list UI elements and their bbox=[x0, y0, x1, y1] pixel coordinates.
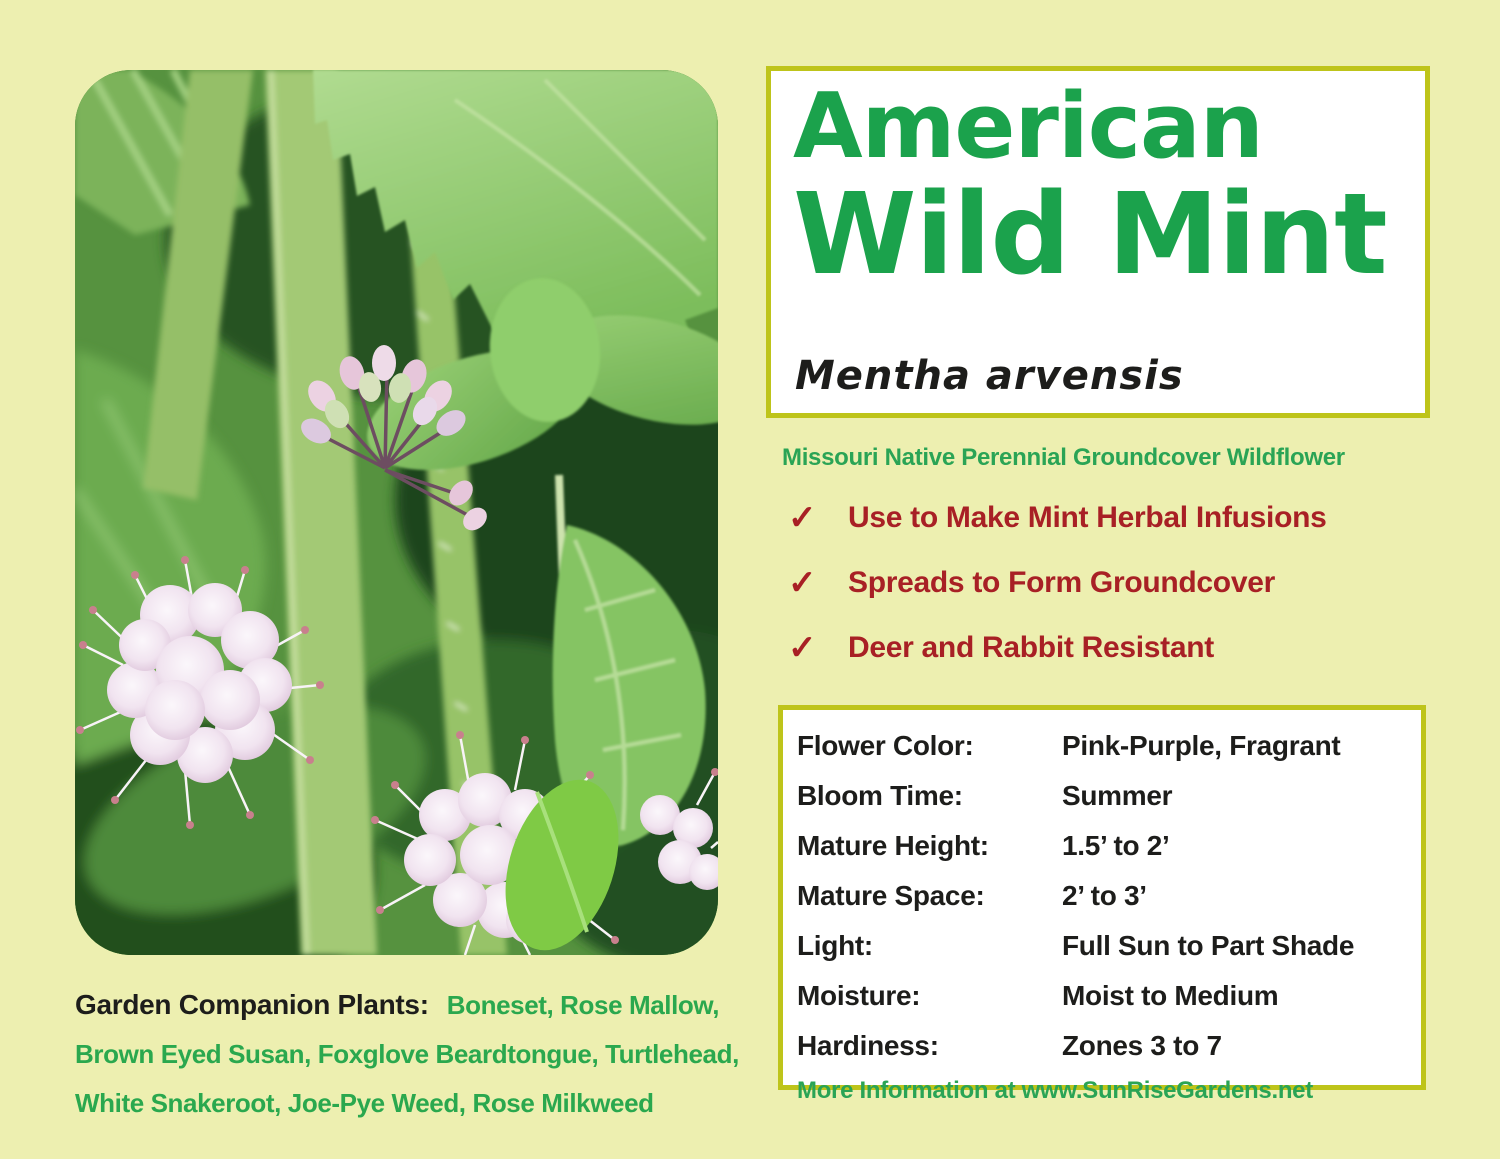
feature-text: Spreads to Form Groundcover bbox=[848, 566, 1275, 599]
plant-photo bbox=[75, 70, 718, 955]
companion-plants-text: White Snakeroot, Joe-Pye Weed, Rose Milkweed bbox=[75, 1088, 654, 1118]
spec-label: Bloom Time: bbox=[797, 780, 963, 811]
checkmark-icon: ✓ bbox=[788, 564, 817, 602]
plant-category-subtitle: Missouri Native Perennial Groundcover Wildflower bbox=[782, 444, 1345, 471]
companion-line bbox=[75, 1081, 775, 1130]
spec-row bbox=[797, 1023, 1421, 1073]
feature-text: Deer and Rabbit Resistant bbox=[848, 631, 1214, 664]
spec-value: Full Sun to Part Shade bbox=[1062, 930, 1355, 961]
spec-label: Flower Color: bbox=[797, 730, 974, 761]
feature-item bbox=[788, 626, 1214, 670]
companion-plants-text: Brown Eyed Susan, Foxglove Beardtongue, Turtlehead, bbox=[75, 1039, 739, 1069]
companion-line bbox=[75, 982, 775, 1032]
plant-specs-card bbox=[778, 705, 1426, 1104]
mint-plant-illustration bbox=[75, 70, 718, 955]
companion-label: Garden Companion Plants: bbox=[75, 989, 429, 1020]
checkmark-icon: ✓ bbox=[788, 629, 817, 667]
spec-value: Summer bbox=[1062, 780, 1173, 811]
companion-plants-block bbox=[75, 982, 775, 1130]
checkmark-icon: ✓ bbox=[788, 499, 817, 537]
spec-label: Moisture: bbox=[797, 980, 921, 1011]
spec-row bbox=[797, 923, 1421, 973]
title-card bbox=[766, 66, 1430, 418]
more-info-url-text: More Information at www.SunRiseGardens.net bbox=[797, 1077, 1313, 1104]
plant-name-line2: Wild Mint bbox=[793, 170, 1387, 300]
spec-value: 1.5’ to 2’ bbox=[1062, 830, 1170, 861]
spec-value: 2’ to 3’ bbox=[1062, 880, 1147, 911]
spec-value: Zones 3 to 7 bbox=[1062, 1030, 1222, 1061]
companion-line bbox=[75, 1032, 775, 1081]
spec-row bbox=[797, 823, 1421, 873]
spec-row bbox=[797, 973, 1421, 1023]
feature-item bbox=[788, 496, 1327, 540]
spec-label: Mature Height: bbox=[797, 830, 989, 861]
spec-label: Light: bbox=[797, 930, 873, 961]
spec-row bbox=[797, 773, 1421, 823]
plant-name-line1: American bbox=[793, 74, 1263, 179]
spec-value: Pink-Purple, Fragrant bbox=[1062, 730, 1341, 761]
spec-row bbox=[797, 873, 1421, 923]
spec-label: Mature Space: bbox=[797, 880, 985, 911]
companion-plants-text: Boneset, Rose Mallow, bbox=[446, 990, 720, 1020]
feature-item bbox=[788, 561, 1275, 605]
spec-row bbox=[797, 723, 1421, 773]
feature-text: Use to Make Mint Herbal Infusions bbox=[848, 501, 1327, 534]
scientific-name: Mentha arvensis bbox=[795, 353, 1184, 399]
spec-value: Moist to Medium bbox=[1062, 980, 1279, 1011]
spec-label: Hardiness: bbox=[797, 1030, 939, 1061]
